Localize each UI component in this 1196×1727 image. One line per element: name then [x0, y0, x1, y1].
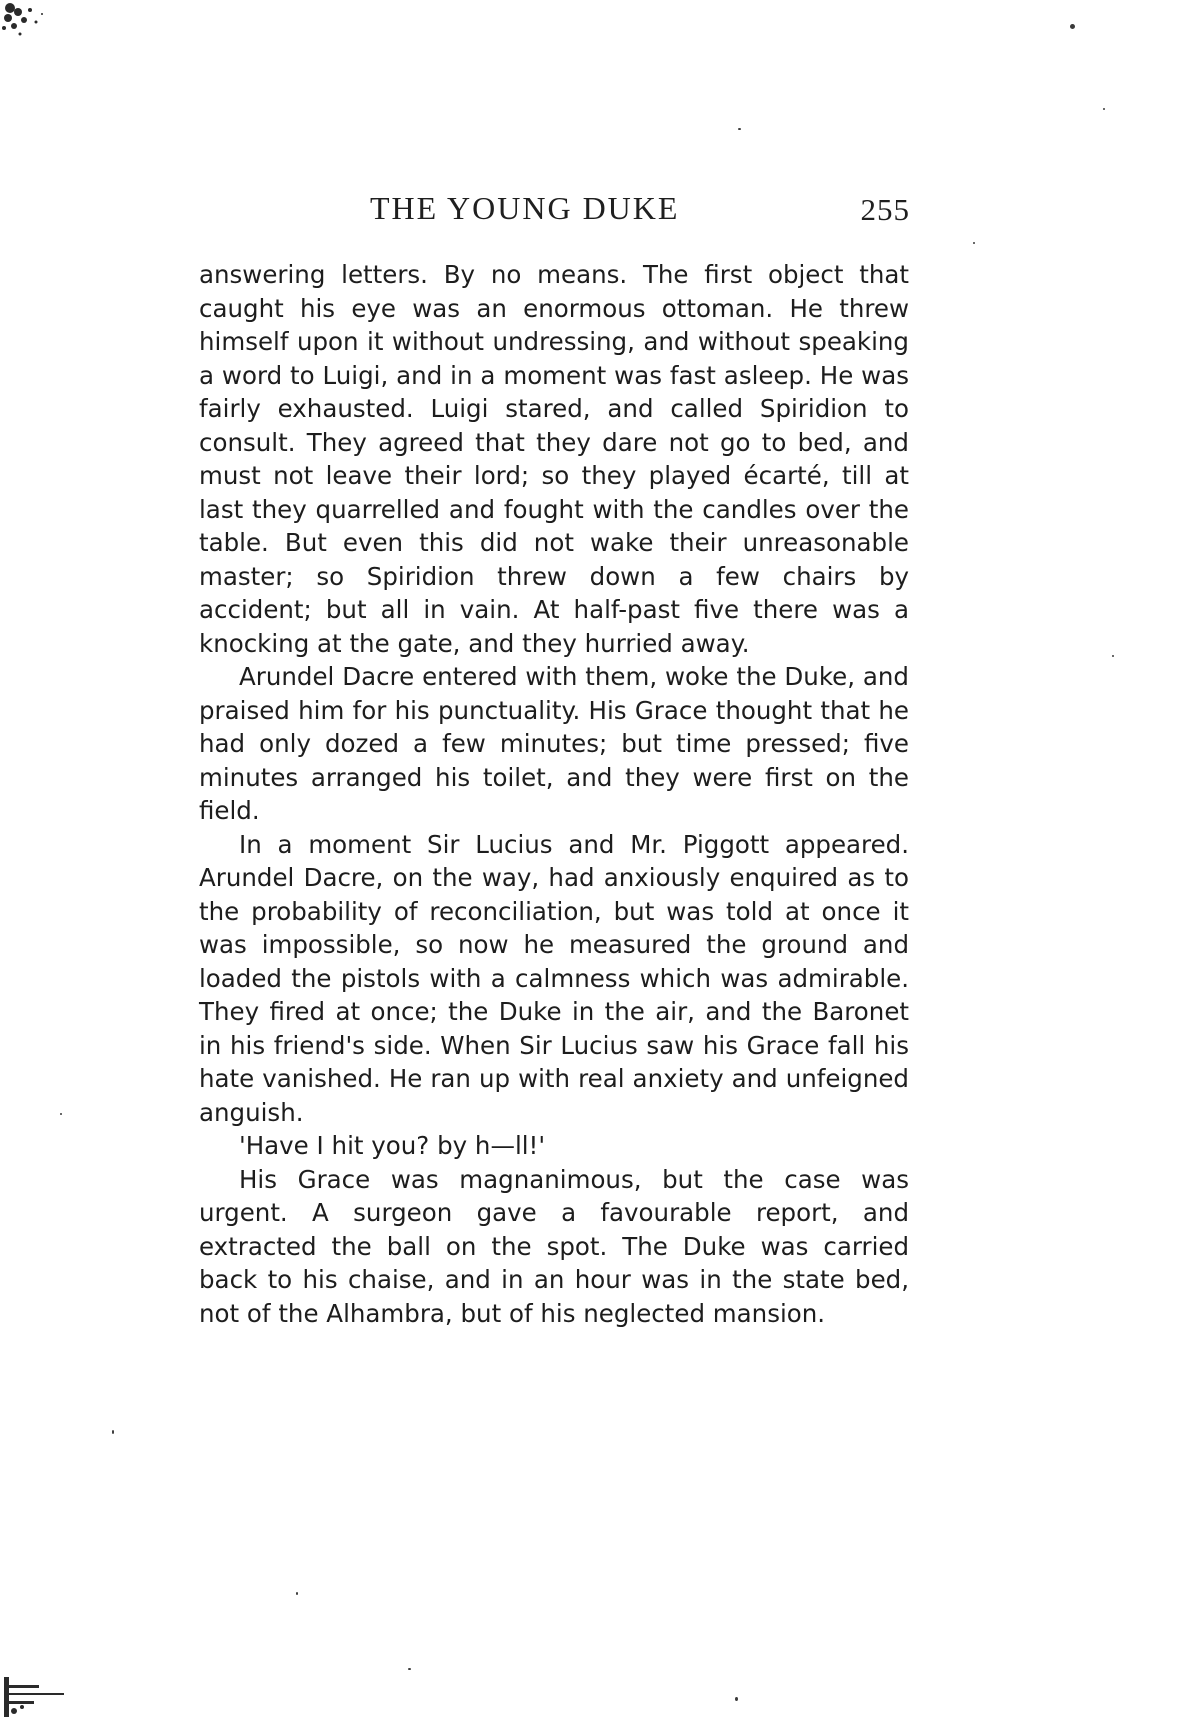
scan-speck: [1112, 655, 1114, 657]
scan-smudge-bottom-left: [0, 1665, 90, 1727]
scan-speck: [408, 1668, 411, 1670]
scan-speck: [735, 1697, 738, 1701]
scan-speck: [60, 1113, 62, 1115]
page-number: 255: [860, 192, 910, 227]
paragraph-continued: answering letters. By no means. The first object that caught his eye was an enormous ottoman. He threw himself upon it without undressing, and without speaking a word to Luigi, and in a moment was fast asleep. He was fairly exhausted. Luigi stared, and called Spiridion to consult. They agreed that they dare not go to bed, and must not leave their lord; so they played écarté, till at last they quarrelled and fought with the candles over the table. But even this did not wake their unreasonable master; so Spiridion threw down a few chairs by accident; but all in vain. At half-past five there was a knocking at the gate, and they hurried away.: [199, 260, 909, 658]
scan-speck: [1070, 24, 1075, 29]
scan-speck: [973, 242, 975, 244]
running-title: THE YOUNG DUKE: [370, 190, 680, 226]
dialogue-line: 'Have I hit you? by h—ll!': [239, 1131, 546, 1160]
scan-speck: [112, 1430, 114, 1434]
scan-speck: [738, 128, 741, 130]
scan-smudge-top-left: [0, 0, 60, 50]
running-header: [200, 190, 910, 230]
paragraph: His Grace was magnanimous, but the case was urgent. A surgeon gave a favourable report, and extracted the ball on the spot. The Duke was carried back to his chaise, and in an hour was in the state bed, not of the Alhambra, but of his neglected mansion.: [199, 1164, 909, 1328]
paragraph: Arundel Dacre entered with them, woke the Duke, and praised him for his punctuality. His Grace thought that he had only dozed a few minutes; but time pressed; five minutes arranged his toilet, and they were first on the field.: [199, 662, 909, 825]
body-text: [199, 258, 909, 1330]
paragraph: In a moment Sir Lucius and Mr. Piggott appeared. Arundel Dacre, on the way, had anxiously enquired as to the probability of reconciliation, but was told at once it was impossible, so now he measured the ground and loaded the pistols with a calmness which was admirable. They fired at once; the Duke in the air, and the Baronet in his friend's side. When Sir Lucius saw his Grace fall his hate vanished. He ran up with real anxiety and unfeigned anguish.: [199, 829, 909, 1127]
scan-speck: [296, 1592, 298, 1595]
scan-speck: [1103, 108, 1105, 110]
